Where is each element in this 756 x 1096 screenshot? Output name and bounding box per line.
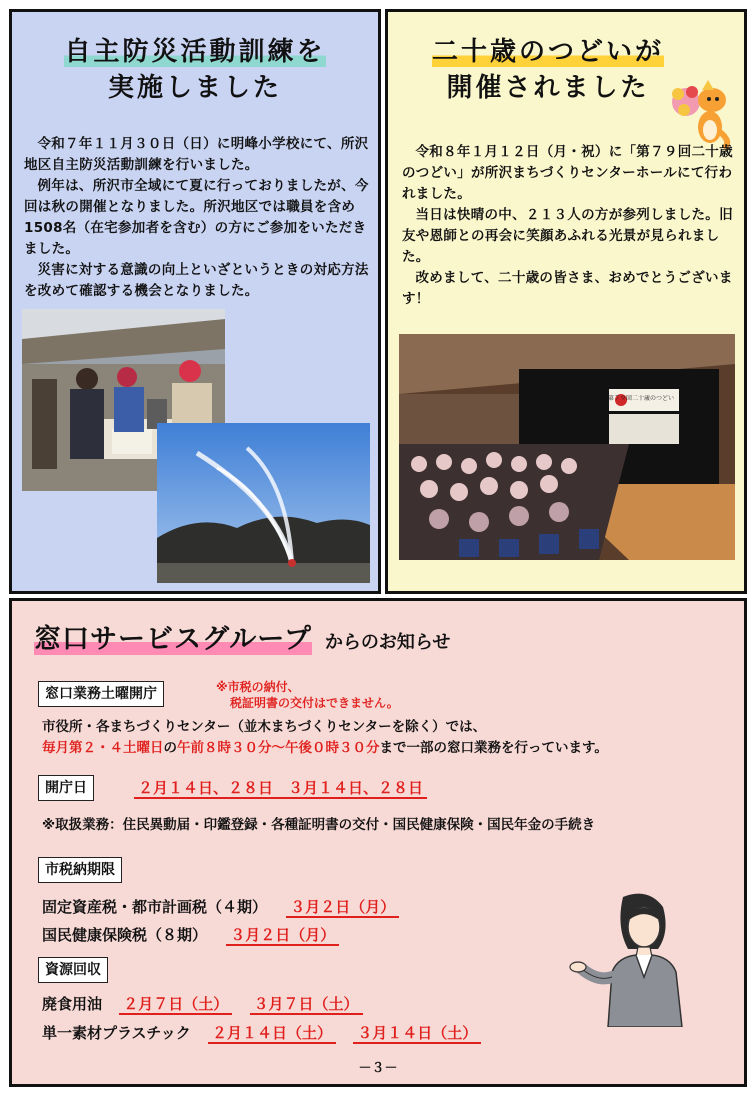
tax-deadline-item (42, 897, 399, 917)
ceremony-photo (399, 334, 735, 560)
dates-text: ２月１４日、２８日 ３月１４日、２８日 (134, 779, 427, 799)
item-date: ３月２日（月） (286, 898, 399, 918)
item-name: 固定資産税・都市計画税（４期） (42, 898, 268, 916)
item-name: 廃食用油 (42, 995, 103, 1013)
item-date: ３月２日（月） (226, 926, 339, 946)
item-name: 国民健康保険税（８期） (42, 926, 208, 944)
paragraph: 令和８年１月１２日（月・祝）に「第７９回二十歳のつどい」が所沢まちづくりセンターホールにて行われました。 (402, 144, 733, 202)
coming-of-age-panel (385, 9, 747, 594)
mascot-icon (664, 72, 734, 152)
disaster-drill-title (12, 34, 378, 106)
title-line-1: 自主防災活動訓練を (64, 37, 326, 67)
note-line-2: 税証明書の交付はできません。 (230, 696, 399, 710)
note-line-1: ※市税の納付、 (216, 680, 300, 694)
counter-service-panel (9, 598, 747, 1087)
item-name: 単一素材プラスチック (42, 1024, 191, 1042)
open-days-services: ※取扱業務：住民異動届・印鑑登録・各種証明書の交付・国民健康保険・国民年金の手続き (42, 817, 596, 833)
recycling-item (42, 994, 363, 1014)
desc-mid: の (163, 740, 177, 756)
title-line-2: 実施しました (107, 73, 282, 103)
saturday-desc-line2 (42, 738, 608, 758)
desc-red-1: 毎月第２・４土曜日 (42, 740, 164, 756)
coming-of-age-text (402, 142, 736, 310)
counter-service-heading (34, 617, 450, 656)
disaster-drill-panel (9, 9, 381, 594)
item-date-2: ３月１４日（土） (353, 1024, 481, 1044)
open-days-label: 開庁日 (38, 775, 94, 801)
desc-end: まで一部の窓口業務を行っています。 (379, 740, 608, 756)
heading-main: 窓口サービスグループ (34, 624, 312, 655)
saturday-note (216, 679, 399, 711)
title-line-2: 開催されました (446, 73, 650, 103)
item-date-1: ２月１４日（土） (208, 1024, 336, 1044)
paragraph: 令和７年１１月３０日（日）に明峰小学校にて、所沢地区自主防災活動訓練を行いました。 (24, 136, 369, 173)
heading-sub: からのお知らせ (324, 632, 451, 653)
paragraph: 改めまして、二十歳の皆さま、おめでとうございます！ (402, 270, 733, 307)
paragraph: 災害に対する意識の向上といざというときの対応方法を改めて確認する機会となりました。 (24, 262, 369, 299)
saturday-desc-line1: 市役所・各まちづくりセンター（並木まちづくりセンターを除く）では、 (42, 719, 487, 735)
saturday-opening-label: 窓口業務土曜開庁 (38, 681, 164, 707)
recycling-label: 資源回収 (38, 957, 108, 983)
drill-water-spray-photo (157, 423, 370, 583)
page-number: －３－ (358, 1061, 398, 1076)
desc-red-2: 午前８時３０分〜午後０時３０分 (177, 740, 380, 756)
item-date-2: ３月７日（土） (250, 995, 363, 1015)
open-days-dates (134, 778, 427, 798)
tax-deadline-label: 市税納期限 (38, 857, 122, 883)
tax-deadline-item (42, 925, 339, 945)
paragraph: 例年は、所沢市全域にて夏に行っておりましたが、今回は秋の開催となりました。所沢地区では職員を含め1508名（在宅参加者を含む）の方にご参加をいただきました。 (24, 178, 369, 257)
paragraph: 当日は快晴の中、２１３人の方が参列しました。旧友や恩師との再会に笑顔あふれる光景が見られました。 (402, 207, 733, 265)
title-line-1: 二十歳のつどいが (431, 37, 664, 67)
disaster-drill-text (24, 134, 370, 302)
staff-woman-icon (568, 887, 698, 1027)
stage-banner: 第７９回二十歳のつどい (607, 395, 674, 402)
item-date-1: ２月７日（土） (119, 995, 232, 1015)
coming-of-age-title (388, 34, 708, 106)
recycling-item (42, 1023, 481, 1043)
